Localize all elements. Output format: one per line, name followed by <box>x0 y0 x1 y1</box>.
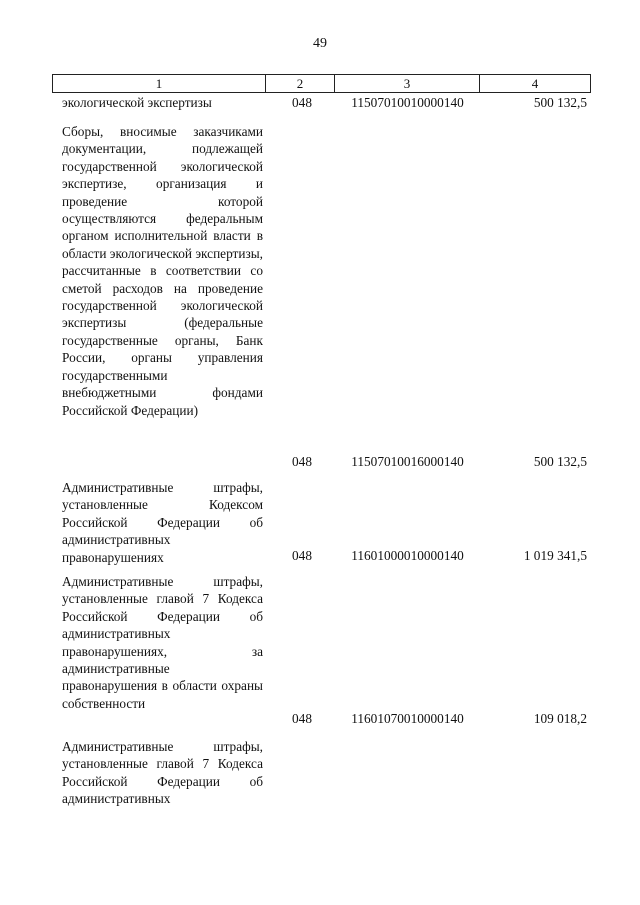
row-amount: 500 132,5 <box>533 454 587 469</box>
row-kbk-code: 11601000010000140 <box>351 548 464 563</box>
row-admin-code: 048 <box>292 548 312 563</box>
header-col4: 4 <box>531 76 539 91</box>
row-name: Сборы, вносимые заказчиками документации, подлежащей государственной экологической экспертизе, организация и проведение которой осуществляются федеральным органом исполнительной власти в области экологической экспертизы, рассчитанные в соответствии со сметой расходов на проведение государственной экологической экспертизы (федеральные государственные органы, Банк России, органы управления государственными внебюджетными фондами Российской Федерации) <box>62 124 263 418</box>
row-admin-code: 048 <box>292 711 312 726</box>
row-name: экологической экспертизы <box>62 95 212 110</box>
row-name: Административные штрафы, установленные главой 7 Кодекса Российской Федерации об административных правонарушениях, за административные правонарушения в области охраны собственности <box>62 574 263 711</box>
row-amount: 1 019 341,5 <box>523 548 587 563</box>
header-col3: 3 <box>335 75 480 92</box>
table-header <box>52 74 591 93</box>
header-col2: 2 <box>266 75 335 92</box>
header-col1: 1 <box>53 75 266 92</box>
row-amount: 500 132,5 <box>533 95 587 110</box>
row-amount: 109 018,2 <box>533 711 587 726</box>
row-name: Административные штрафы, установленные Кодексом Российской Федерации об административных правонарушениях <box>62 480 263 565</box>
row-admin-code: 048 <box>292 95 312 110</box>
row-kbk-code: 11601070010000140 <box>351 711 464 726</box>
row-admin-code: 048 <box>292 454 312 469</box>
page-number: 49 <box>313 36 327 51</box>
row-kbk-code: 11507010010000140 <box>351 95 464 110</box>
row-kbk-code: 11507010016000140 <box>351 454 464 469</box>
row-name: Административные штрафы, установленные главой 7 Кодекса Российской Федерации об административных <box>62 739 263 807</box>
